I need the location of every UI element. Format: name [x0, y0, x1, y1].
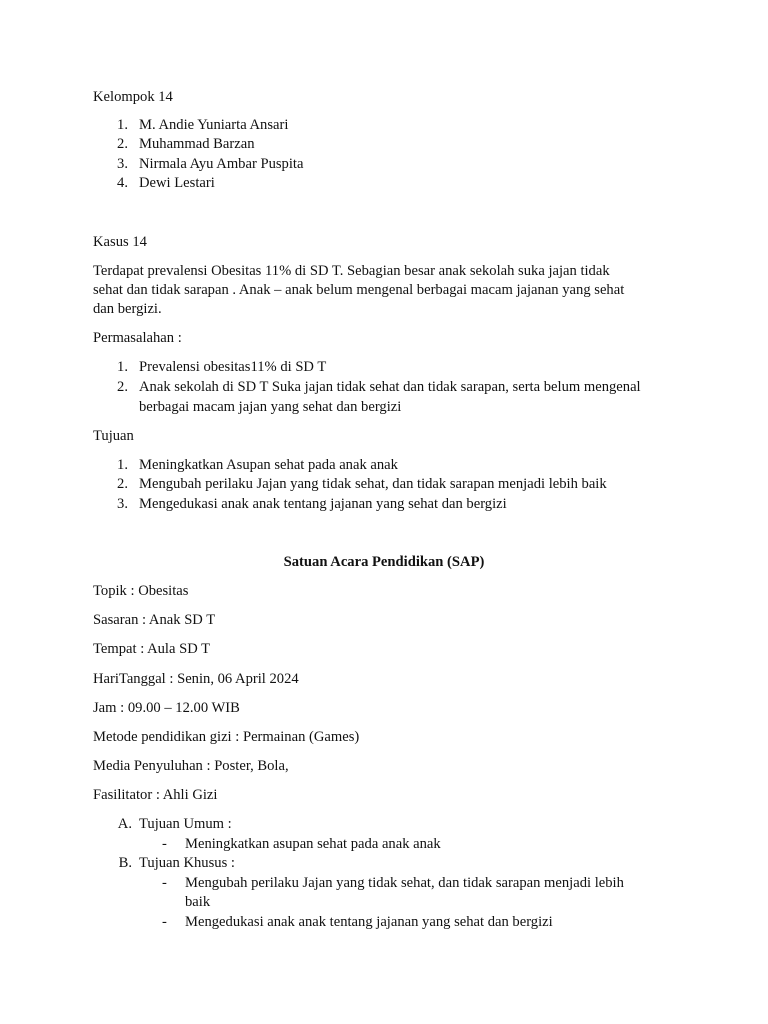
sap-field: Topik : Obesitas [93, 583, 189, 599]
sap-field: HariTanggal : Senin, 06 April 2024 [93, 671, 299, 687]
member-name: Muhammad Barzan [139, 136, 255, 152]
objective-bullet-text: baik [185, 894, 211, 910]
case-paragraph-line: dan bergizi. [93, 301, 162, 317]
member-name: Nirmala Ayu Ambar Puspita [139, 156, 304, 172]
case-title: Kasus 14 [93, 234, 147, 250]
sap-field: Jam : 09.00 – 12.00 WIB [93, 700, 240, 716]
member-name: M. Andie Yuniarta Ansari [139, 117, 289, 133]
bullet-dash: - [162, 875, 167, 891]
problem-number: 1. [117, 359, 128, 375]
sap-field: Metode pendidikan gizi : Permainan (Games) [93, 729, 360, 745]
goal-number: 2. [117, 476, 128, 492]
sap-field: Fasilitator : Ahli Gizi [93, 787, 218, 803]
problem-number: 2. [117, 379, 128, 395]
problem-text: Prevalensi obesitas11% di SD T [139, 359, 327, 375]
objective-letter: A. [117, 816, 132, 832]
goal-text: Mengedukasi anak anak tentang jajanan yang sehat dan bergizi [139, 496, 507, 512]
goals-title: Tujuan [93, 428, 134, 444]
member-name: Dewi Lestari [139, 175, 215, 191]
objective-label: Tujuan Umum : [139, 816, 232, 832]
goal-number: 3. [117, 496, 128, 512]
bullet-dash: - [162, 836, 167, 852]
group-title: Kelompok 14 [93, 89, 173, 105]
member-number: 2. [117, 136, 128, 152]
objective-bullet-text: Mengedukasi anak anak tentang jajanan yang sehat dan bergizi [185, 914, 553, 930]
objective-bullet-text: Mengubah perilaku Jajan yang tidak sehat, dan tidak sarapan menjadi lebih [185, 875, 624, 891]
goal-text: Mengubah perilaku Jajan yang tidak sehat, dan tidak sarapan menjadi lebih baik [139, 476, 607, 492]
sap-field: Tempat : Aula SD T [93, 641, 211, 657]
sap-title: Satuan Acara Pendidikan (SAP) [283, 554, 485, 570]
sap-field: Media Penyuluhan : Poster, Bola, [93, 758, 289, 774]
objective-label: Tujuan Khusus : [139, 855, 235, 871]
member-number: 1. [117, 117, 128, 133]
objective-letter: B. [118, 855, 132, 871]
sap-field: Sasaran : Anak SD T [93, 612, 216, 628]
problem-text: Anak sekolah di SD T Suka jajan tidak sehat dan tidak sarapan, serta belum mengenal [139, 379, 641, 395]
case-paragraph-line: sehat dan tidak sarapan . Anak – anak belum mengenal berbagai macam jajanan yang sehat [93, 282, 625, 298]
member-number: 4. [117, 175, 128, 191]
case-paragraph-line: Terdapat prevalensi Obesitas 11% di SD T. Sebagian besar anak sekolah suka jajan tidak [93, 263, 610, 279]
goal-text: Meningkatkan Asupan sehat pada anak anak [139, 457, 398, 473]
problems-title: Permasalahan : [93, 330, 182, 346]
objective-bullet-text: Meningkatkan asupan sehat pada anak anak [185, 836, 441, 852]
bullet-dash: - [162, 914, 167, 930]
goal-number: 1. [117, 457, 128, 473]
member-number: 3. [117, 156, 128, 172]
problem-text: berbagai macam jajan yang sehat dan bergizi [139, 399, 402, 415]
